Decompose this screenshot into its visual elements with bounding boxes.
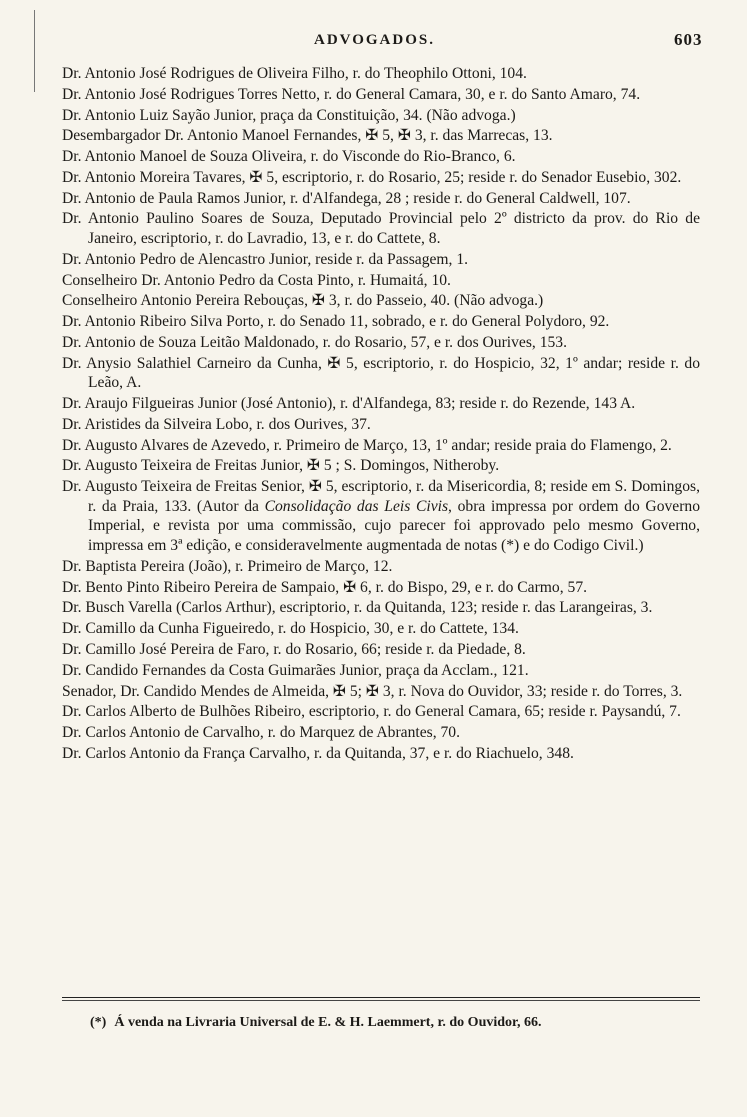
directory-entry: Dr. Antonio Pedro de Alencastro Junior, reside r. da Passagem, 1.	[62, 250, 469, 268]
book-title: Consolidação das Leis Civis	[264, 497, 449, 515]
running-head	[60, 30, 710, 60]
directory-entry: Dr. Busch Varella (Carlos Arthur), escriptorio, r. da Quitanda, 123; reside r. das Larangeiras, 3.	[62, 599, 653, 617]
directory-entry: Dr. Carlos Antonio de Carvalho, r. do Marquez de Abrantes, 70.	[62, 724, 460, 742]
footnote-divider	[62, 997, 700, 1001]
margin-line	[34, 10, 35, 92]
directory-entry: Dr. Antonio Ribeiro Silva Porto, r. do Senado 11, sobrado, e r. do General Polydoro, 92.	[62, 313, 610, 331]
directory-entry: Dr. Camillo da Cunha Figueiredo, r. do Hospicio, 30, e r. do Cattete, 134.	[62, 620, 519, 638]
directory-entry: Dr. Araujo Filgueiras Junior (José Antonio), r. d'Alfandega, 83; reside r. do Rezende, 143 A.	[62, 395, 636, 413]
footnote-text: Á venda na Livraria Universal de E. & H. Laemmert, r. do Ouvidor, 66.	[114, 1015, 542, 1030]
directory-entry: Dr. Aristides da Silveira Lobo, r. dos Ourives, 37.	[62, 415, 371, 433]
directory-entry: Dr. Anysio Salathiel Carneiro da Cunha, ✠ 5, escriptorio, r. do Hospicio, 32, 1º andar; reside r. do Leão, A.	[62, 354, 700, 392]
directory-entry: Dr. Carlos Alberto de Bulhões Ribeiro, escriptorio, r. do General Camara, 65; reside r. Paysandú, 7.	[62, 703, 681, 721]
page-number: 603	[674, 30, 703, 49]
directory-entry: Senador, Dr. Candido Mendes de Almeida, ✠ 5; ✠ 3, r. Nova do Ouvidor, 33; reside r. do Torres, 3.	[62, 682, 683, 700]
directory-entry: Dr. Candido Fernandes da Costa Guimarães Junior, praça da Acclam., 121.	[62, 661, 529, 679]
directory-entry: Dr. Camillo José Pereira de Faro, r. do Rosario, 66; reside r. da Piedade, 8.	[62, 640, 526, 658]
directory-entry: Dr. Bento Pinto Ribeiro Pereira de Sampaio, ✠ 6, r. do Bispo, 29, e r. do Carmo, 57.	[62, 578, 588, 596]
directory-entry: Dr. Antonio Paulino Soares de Souza, Deputado Provincial pelo 2º districto da prov. do Rio de Janeiro, escriptorio, r. do Lavradio, 13, e r. do Cattete, 8.	[62, 210, 700, 248]
directory-entry: Dr. Antonio José Rodrigues Torres Netto, r. do General Camara, 30, e r. do Santo Amaro, 74.	[62, 85, 641, 103]
directory-entry	[62, 477, 700, 555]
directory-entry: Dr. Carlos Antonio da França Carvalho, r. da Quitanda, 37, e r. do Riachuelo, 348.	[62, 744, 574, 762]
directory-entry: Conselheiro Dr. Antonio Pedro da Costa Pinto, r. Humaitá, 10.	[62, 271, 451, 289]
directory-entry: Dr. Antonio José Rodrigues de Oliveira Filho, r. do Theophilo Ottoni, 104.	[62, 65, 527, 82]
entry-text: , obra impressa por ordem do Governo Imperial, e revista por uma commissão, cujo parecer foi approvado pelo mesmo Governo, impressa em 3ª edição, e consideravelmente augmentada de notas (*) e do Codigo Civil.)	[88, 497, 700, 555]
directory-entry: Dr. Antonio Moreira Tavares, ✠ 5, escriptorio, r. do Rosario, 25; reside r. do Senador Eusebio, 302.	[62, 168, 682, 186]
entry-text: Dr. Augusto Teixeira de Freitas Senior, ✠ 5, escriptorio, r. da Misericordia, 8; reside em S. Domingos, r. da Praia, 133. (Autor da	[62, 478, 700, 515]
directory-entry: Conselheiro Antonio Pereira Rebouças, ✠ 3, r. do Passeio, 40. (Não advoga.)	[62, 292, 544, 310]
directory-entry: Dr. Antonio de Paula Ramos Junior, r. d'Alfandega, 28 ; reside r. do General Caldwell, 107.	[62, 189, 631, 207]
directory-entry: Dr. Augusto Alvares de Azevedo, r. Primeiro de Março, 13, 1º andar; reside praia do Flamengo, 2.	[62, 436, 672, 454]
directory-entry: Dr. Augusto Teixeira de Freitas Junior, ✠ 5 ; S. Domingos, Nitheroby.	[62, 457, 500, 475]
directory-entry: Dr. Antonio de Souza Leitão Maldonado, r. do Rosario, 57, e r. dos Ourives, 153.	[62, 333, 567, 351]
directory-entry: Dr. Baptista Pereira (João), r. Primeiro de Março, 12.	[62, 557, 393, 575]
footnote	[90, 1015, 710, 1031]
page-title: ADVOGADOS.	[314, 32, 435, 48]
directory-entry: Dr. Antonio Manoel de Souza Oliveira, r. do Visconde do Rio-Branco, 6.	[62, 148, 516, 166]
footnote-marker: (*)	[90, 1015, 107, 1030]
directory-entry: Desembargador Dr. Antonio Manoel Fernandes, ✠ 5, ✠ 3, r. das Marrecas, 13.	[62, 127, 553, 145]
directory-list	[62, 64, 700, 765]
directory-entry: Dr. Antonio Luiz Sayão Junior, praça da Constituição, 34. (Não advoga.)	[62, 106, 516, 124]
